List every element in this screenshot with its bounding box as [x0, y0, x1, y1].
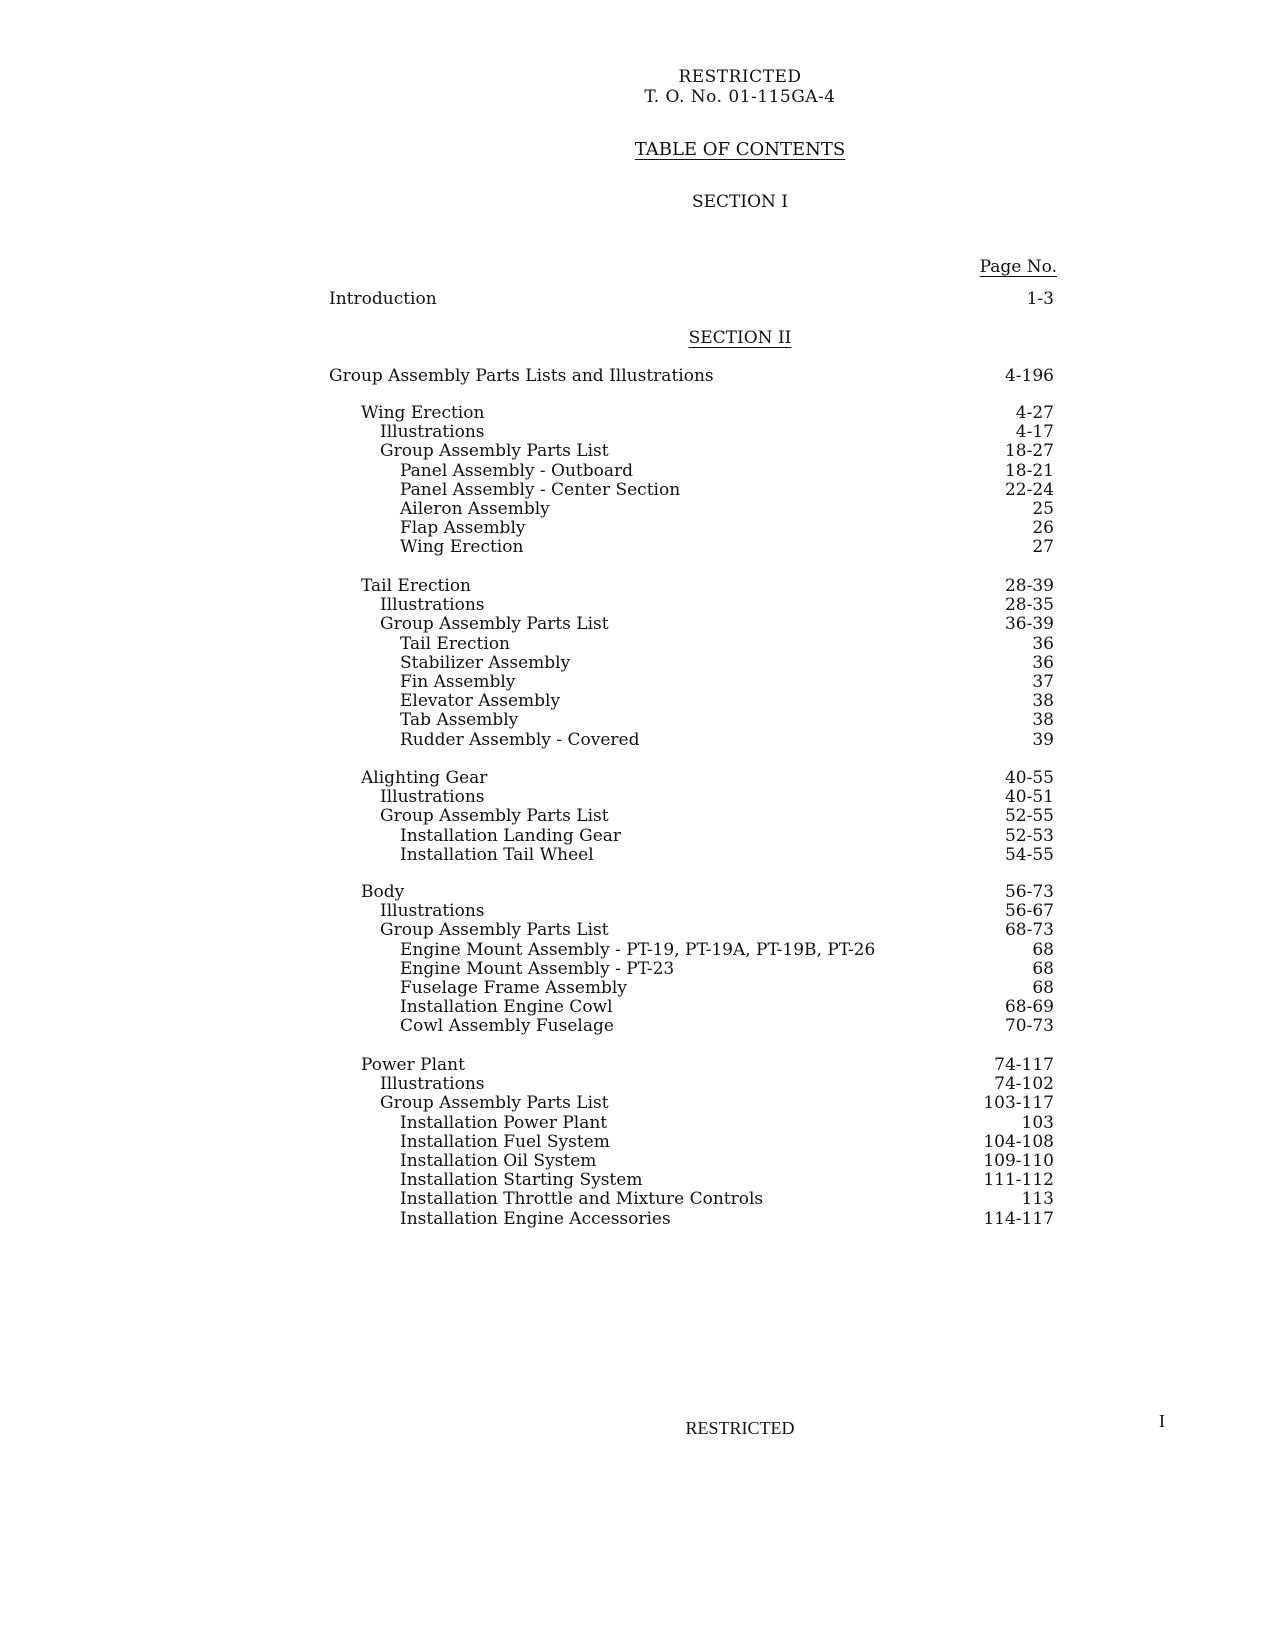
toc-entry-page: 111-112 [983, 1170, 1054, 1191]
toc-entry [0, 672, 1275, 692]
toc-entry [0, 978, 1275, 998]
toc-entry [0, 461, 1275, 481]
toc-entry-label: Group Assembly Parts List [380, 614, 609, 635]
toc-entry-page: 104-108 [983, 1131, 1054, 1152]
toc-entry [0, 901, 1275, 921]
toc-entry [0, 920, 1275, 940]
toc-entry-label: Illustrations [380, 901, 485, 922]
toc-entry [0, 1016, 1275, 1036]
toc-entry-label: Installation Throttle and Mixture Controls [400, 1189, 764, 1210]
toc-entry-page: 36 [1032, 633, 1054, 654]
toc-entry-label: Illustrations [380, 787, 485, 808]
toc-entry-label: Aileron Assembly [400, 499, 550, 519]
toc-entry-label: Installation Fuel System [400, 1131, 610, 1152]
toc-entry-main [0, 366, 1275, 386]
toc-group-heading [0, 1055, 1275, 1075]
toc-entry-label: Installation Tail Wheel [400, 844, 594, 865]
toc-entry [0, 691, 1275, 711]
toc-entry-page: 114-117 [983, 1208, 1054, 1229]
toc-entry-page: 1-3 [1026, 289, 1054, 309]
toc-entry-label: Installation Oil System [400, 1151, 597, 1171]
toc-entry [0, 1151, 1275, 1171]
toc-entry-page: 4-196 [1004, 366, 1054, 386]
toc-entry [0, 710, 1275, 730]
toc-entry-label: Illustrations [380, 422, 485, 443]
toc-entry [0, 441, 1275, 461]
toc-entry-page: 18-21 [1004, 460, 1054, 481]
toc-entry-page: 74-102 [994, 1074, 1054, 1095]
toc-entry-label: Stabilizer Assembly [400, 652, 571, 673]
toc-entry-label: Group Assembly Parts List [380, 806, 609, 827]
toc-entry [0, 997, 1275, 1017]
toc-entry-label: Panel Assembly - Outboard [400, 460, 634, 481]
toc-group-heading [0, 768, 1275, 788]
page-column-header: Page No. [979, 257, 1057, 277]
toc-entry-page: 68-69 [1004, 997, 1054, 1018]
footer-classification: RESTRICTED [685, 1418, 795, 1438]
toc-entry-label: Installation Engine Cowl [400, 997, 613, 1018]
toc-entry [0, 634, 1275, 654]
toc-entry-page: 38 [1032, 691, 1054, 712]
toc-entry-label: Tab Assembly [400, 710, 519, 731]
toc-entry-page: 22-24 [1004, 479, 1054, 500]
toc-entry-label: Wing Erection [400, 537, 524, 558]
toc-entry-page: 39 [1032, 729, 1054, 750]
toc-entry-label: Fuselage Frame Assembly [400, 978, 627, 998]
toc-entry-label: Panel Assembly - Center Section [400, 479, 681, 500]
toc-entry-page: 56-73 [1004, 882, 1054, 902]
header-classification: RESTRICTED [678, 67, 802, 87]
toc-entry-page: 40-55 [1004, 768, 1054, 788]
toc-entry-page: 36 [1032, 652, 1054, 673]
toc-entry-page: 56-67 [1004, 901, 1054, 922]
toc-entry-label: Rudder Assembly - Covered [400, 729, 640, 750]
toc-entry [0, 1132, 1275, 1152]
toc-entry-label: Introduction [329, 289, 437, 309]
toc-entry-label: Group Assembly Parts Lists and Illustrations [329, 366, 714, 386]
toc-entry [0, 1074, 1275, 1094]
toc-entry-label: Installation Power Plant [400, 1112, 608, 1133]
toc-entry-label: Tail Erection [361, 576, 472, 596]
toc-entry [0, 1209, 1275, 1229]
page-title: TABLE OF CONTENTS [634, 139, 846, 160]
toc-entry-page: 40-51 [1004, 787, 1054, 808]
toc-group-heading [0, 882, 1275, 902]
toc-entry-page: 68 [1032, 958, 1054, 979]
toc-entry-label: Installation Engine Accessories [400, 1208, 671, 1229]
toc-entry-page: 103-117 [983, 1093, 1054, 1114]
toc-entry-label: Flap Assembly [400, 518, 526, 539]
toc-entry-page: 25 [1032, 499, 1054, 519]
toc-entry-page: 18-27 [1004, 441, 1054, 462]
toc-entry-page: 28-39 [1004, 576, 1054, 596]
header-tech-order: T. O. No. 01-115GA-4 [644, 87, 836, 107]
toc-entry-page: 68 [1032, 939, 1054, 960]
toc-entry-label: Wing Erection [361, 403, 485, 423]
toc-entry-label: Fin Assembly [400, 672, 516, 692]
toc-entry [0, 289, 1275, 309]
toc-entry [0, 614, 1275, 634]
toc-entry-page: 37 [1032, 672, 1054, 692]
section-2-label: SECTION II [688, 328, 792, 348]
toc-entry-label: Installation Landing Gear [400, 825, 622, 846]
section-1-label: SECTION I [691, 192, 789, 212]
toc-entry-page: 74-117 [994, 1055, 1054, 1075]
toc-entry-page: 26 [1032, 518, 1054, 539]
toc-entry-page: 54-55 [1004, 844, 1054, 865]
toc-entry [0, 730, 1275, 750]
toc-entry [0, 595, 1275, 615]
toc-group-heading [0, 576, 1275, 596]
toc-entry-page: 70-73 [1004, 1016, 1054, 1037]
toc-entry [0, 537, 1275, 557]
toc-entry-label: Body [361, 882, 405, 902]
toc-entry [0, 1113, 1275, 1133]
toc-entry-label: Group Assembly Parts List [380, 920, 609, 941]
toc-entry-label: Illustrations [380, 1074, 485, 1095]
toc-entry-page: 68 [1032, 978, 1054, 998]
toc-entry [0, 826, 1275, 846]
toc-entry [0, 845, 1275, 865]
toc-entry-page: 4-27 [1015, 403, 1054, 423]
toc-entry-label: Elevator Assembly [400, 691, 561, 712]
toc-entry-label: Alighting Gear [361, 768, 488, 788]
toc-entry [0, 518, 1275, 538]
toc-entry-label: Cowl Assembly Fuselage [400, 1016, 614, 1037]
toc-entry-label: Group Assembly Parts List [380, 1093, 609, 1114]
toc-entry [0, 959, 1275, 979]
toc-entry-page: 52-53 [1004, 825, 1054, 846]
toc-entry-label: Tail Erection [400, 633, 511, 654]
toc-entry-page: 38 [1032, 710, 1054, 731]
toc-entry-label: Installation Starting System [400, 1170, 643, 1191]
toc-entry [0, 1189, 1275, 1209]
toc-entry-page: 28-35 [1004, 595, 1054, 616]
toc-entry [0, 1170, 1275, 1190]
page-number: I [1159, 1411, 1165, 1431]
toc-entry [0, 1093, 1275, 1113]
toc-group-heading [0, 403, 1275, 423]
toc-entry-page: 68-73 [1004, 920, 1054, 941]
toc-entry-page: 113 [1021, 1189, 1054, 1210]
toc-entry-page: 36-39 [1004, 614, 1054, 635]
toc-entry-label: Group Assembly Parts List [380, 441, 609, 462]
toc-entry-page: 103 [1021, 1112, 1054, 1133]
toc-entry [0, 787, 1275, 807]
toc-entry-page: 52-55 [1004, 806, 1054, 827]
toc-entry [0, 653, 1275, 673]
toc-entry-page: 4-17 [1015, 422, 1054, 443]
toc-entry-label: Illustrations [380, 595, 485, 616]
toc-entry-page: 27 [1032, 537, 1054, 558]
toc-entry-label: Engine Mount Assembly - PT-19, PT-19A, PT-19B, PT-26 [400, 939, 876, 960]
toc-entry [0, 940, 1275, 960]
toc-entry [0, 499, 1275, 519]
toc-entry [0, 422, 1275, 442]
toc-entry [0, 480, 1275, 500]
toc-entry [0, 806, 1275, 826]
toc-entry-label: Power Plant [361, 1055, 465, 1075]
toc-entry-label: Engine Mount Assembly - PT-23 [400, 958, 675, 979]
toc-entry-page: 109-110 [983, 1151, 1054, 1171]
